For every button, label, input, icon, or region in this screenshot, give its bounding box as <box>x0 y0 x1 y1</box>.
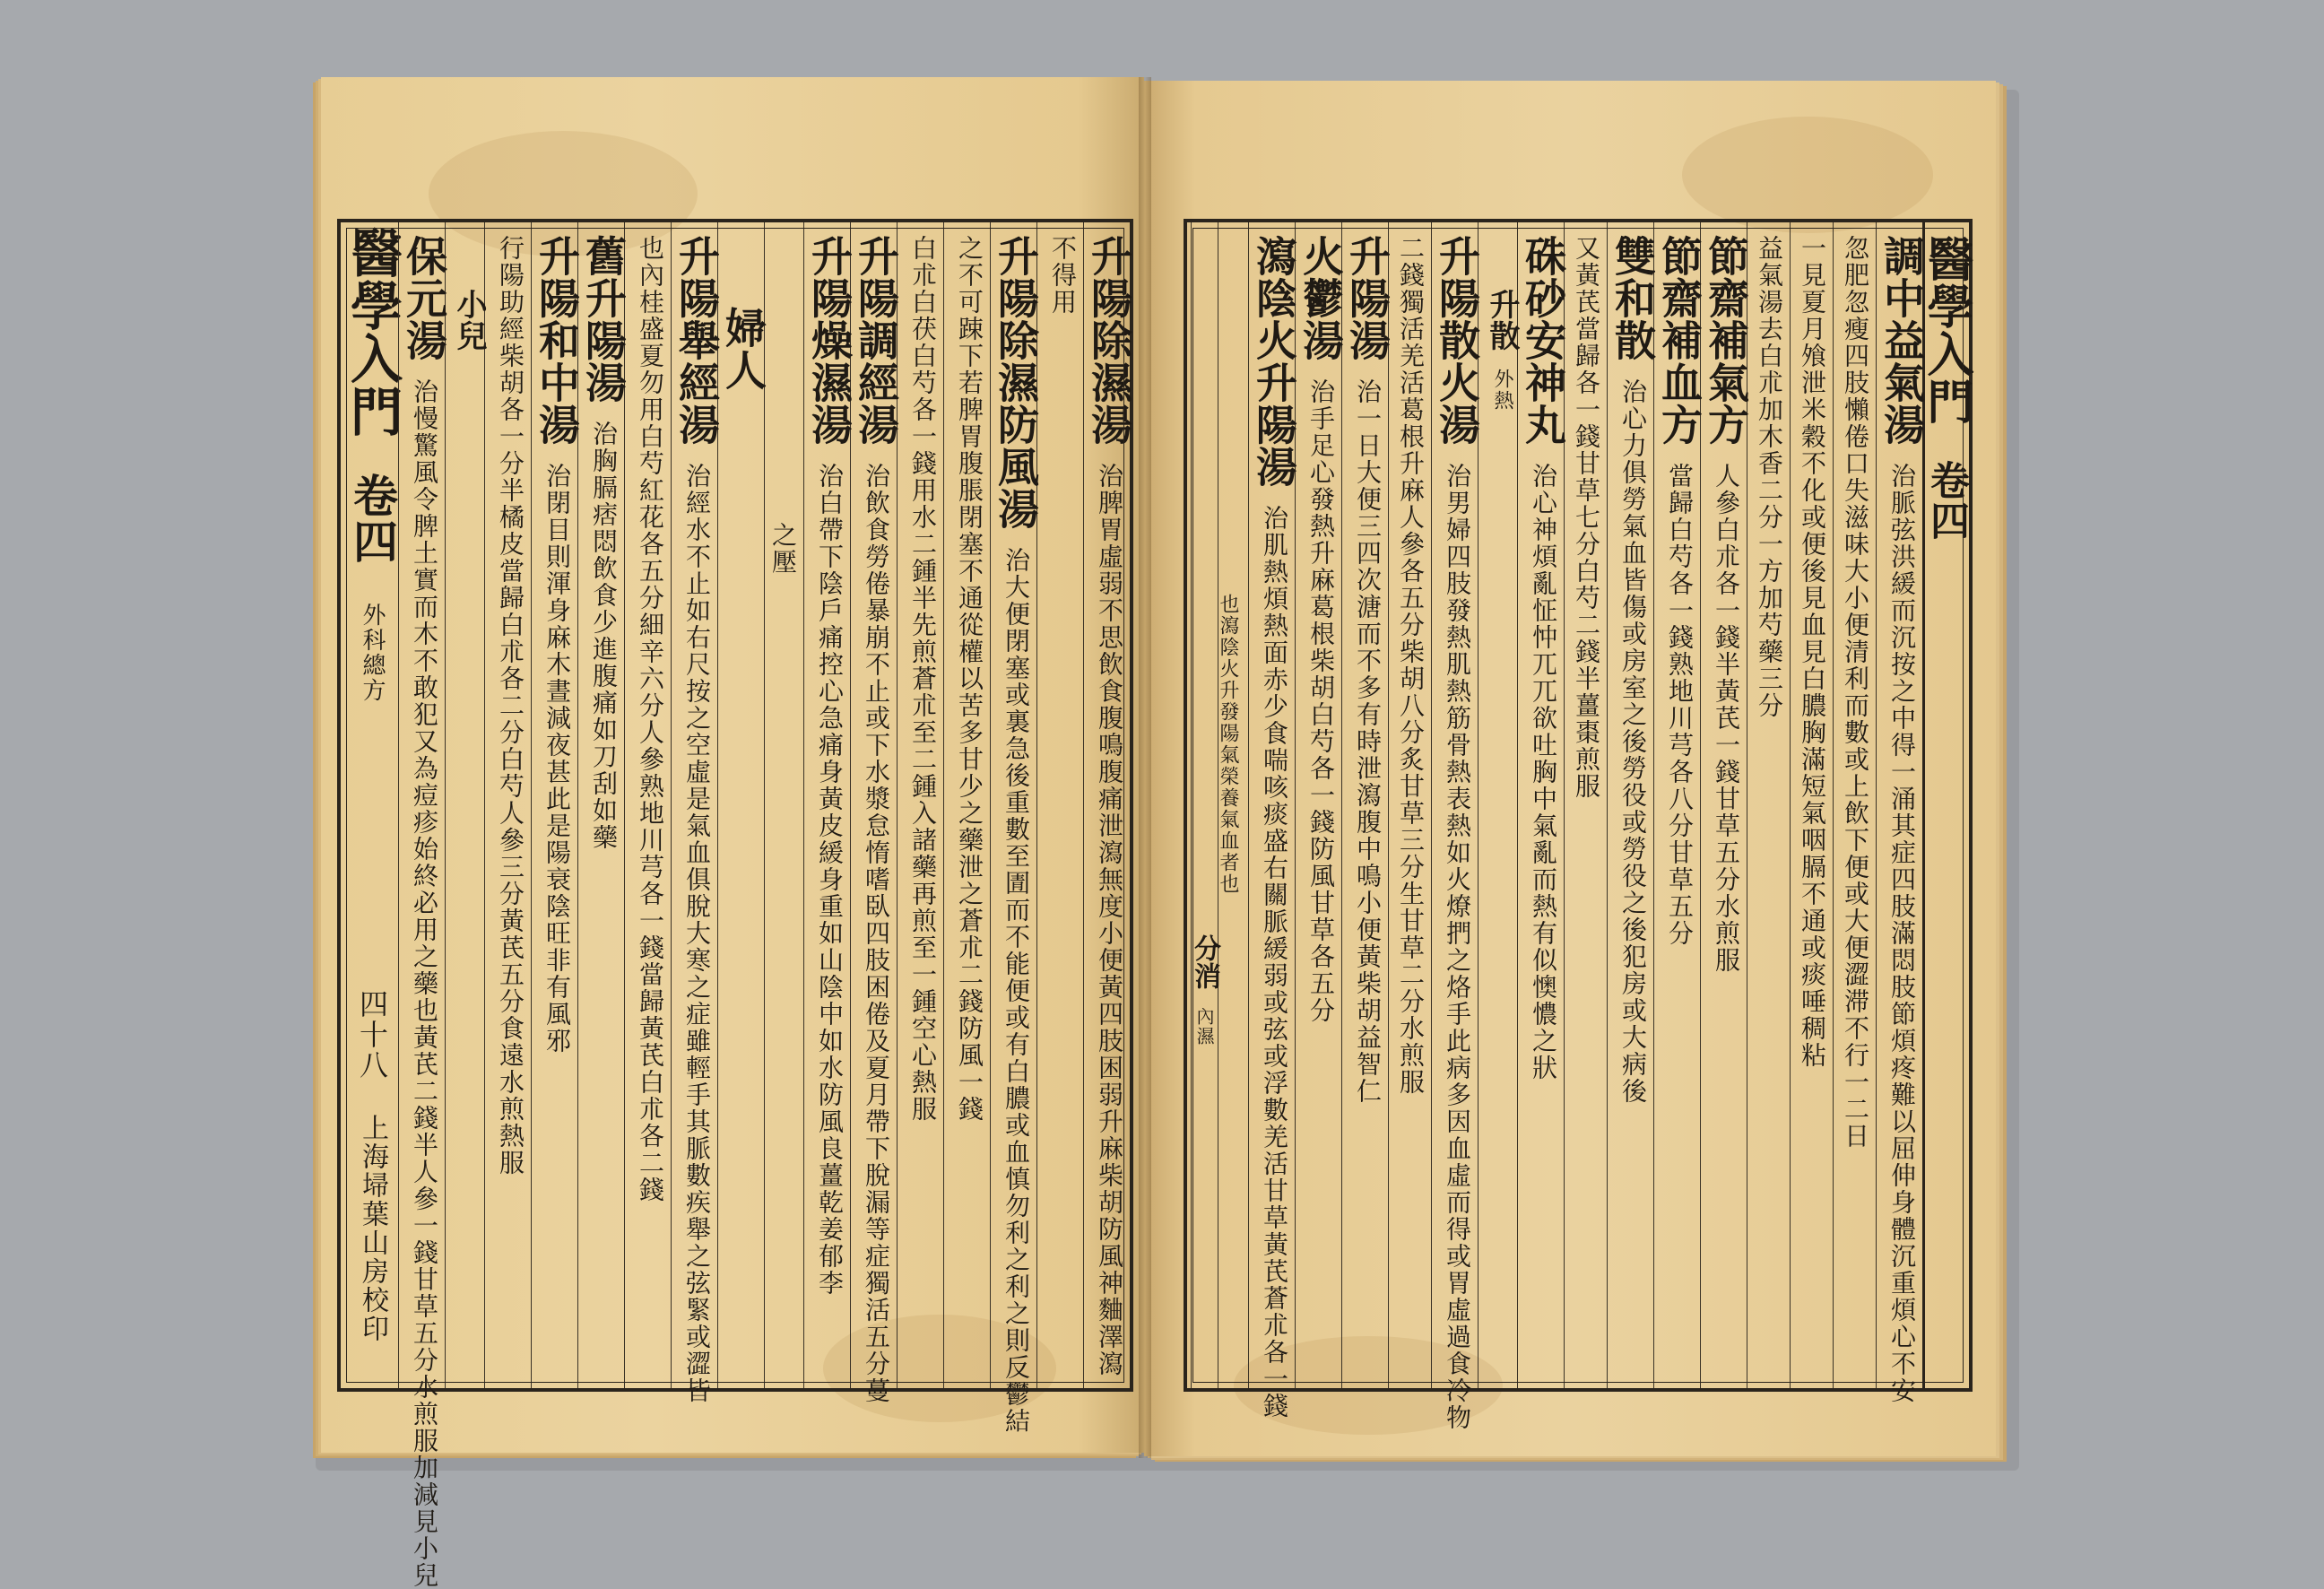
formula-text: 治胸膈痞悶飲食少進腹痛如刀刮如藥 <box>589 421 619 851</box>
formula-text: 治閉目則渾身麻木晝減夜甚此是陽衰陰旺非有風邪 <box>542 463 572 1055</box>
volume-label: 卷四 <box>1923 460 1969 541</box>
text-column <box>671 222 721 1404</box>
formula-title: 升陽調經湯 <box>852 235 900 446</box>
formula-text: 之壓 <box>768 522 798 576</box>
paper-stain <box>1682 117 1933 233</box>
formula-text: 益氣湯去白朮加木香二分一方加芍藥三分 <box>1755 235 1784 719</box>
formula-text: 治心力俱勞氣血皆傷或房室之後勞役或勞役之後犯房或大病後 <box>1618 378 1648 1105</box>
text-column <box>803 222 854 1388</box>
section-heading-column <box>445 222 487 1388</box>
formula-title: 升陽除濕湯 <box>1085 235 1133 446</box>
formula-text: 之不可踈下若脾胃腹脹閉塞不通從權以苦多甘少之藥泄之蒼朮二錢防風一錢 <box>955 235 984 1123</box>
formula-title: 瀉陰火升陽湯 <box>1250 235 1298 488</box>
page-number: 四十八 <box>355 989 389 1081</box>
formula-title: 雙和散 <box>1609 235 1657 361</box>
formula-title: 升陽燥濕湯 <box>805 235 854 446</box>
volume-label: 卷四 <box>346 473 399 564</box>
text-column <box>1564 222 1607 1388</box>
text-column <box>1517 222 1567 1388</box>
text-column <box>1607 222 1657 1388</box>
formula-text: 治脈弦洪緩而沉按之中得一涌其症四肢滿悶肢節煩疼難以屈伸身體沉重煩心不安 <box>1887 463 1917 1404</box>
formula-text: 人參白朮各一錢半黃芪一錢甘草五分水煎服 <box>1712 463 1741 974</box>
formula-text: 也瀉陰火升發陽氣榮養氣血者也 <box>1217 594 1239 895</box>
formula-text: 治肌熱煩熱面赤少食喘咳痰盛右關脈緩弱或弦或浮數羌活甘草黃芪蒼朮各一錢 <box>1260 505 1289 1420</box>
text-column <box>1700 222 1750 1388</box>
formula-text: 治慢驚風令脾土實而木不敢犯又為痘疹始終必用之藥也黃芪二錢半人參一錢甘草五分水煎服加減見小兒 <box>410 378 439 1589</box>
text-column <box>1876 222 1926 1404</box>
formula-text: 治經水不止如右尺按之空虛是氣血俱脫大寒之症雖輕手其脈數疾舉之弦緊或澀皆 <box>682 463 712 1404</box>
text-column <box>1833 222 1876 1388</box>
book-gutter <box>1139 77 1151 1458</box>
formula-text: 內濕 <box>1193 1007 1215 1046</box>
text-column <box>1248 222 1298 1420</box>
formula-text: 不得用 <box>1048 235 1078 316</box>
text-column <box>1083 222 1133 1388</box>
publisher-imprint: 上海埽葉山房校印 <box>357 1114 388 1343</box>
formula-title: 升陽和中湯 <box>533 235 581 446</box>
formula-title: 保元湯 <box>400 235 448 361</box>
formula-text: 行陽助經柴胡各一分半橘皮當歸白朮各二分白芍人參三分黃芪五分食遠水煎熱服 <box>496 235 525 1177</box>
formula-text: 治手足心發熱升麻葛根柴胡白芍各一錢防風甘草各五分 <box>1306 378 1336 1024</box>
formula-text: 外熱 <box>1491 369 1513 412</box>
section-heading: 分消 <box>1189 934 1220 990</box>
formula-title: 硃砂安神丸 <box>1519 235 1567 446</box>
formula-text: 白朮白茯白芍各一錢用水二鍾半先煎蒼朮至二鍾入諸藥再煎至一鍾空心熱服 <box>908 235 938 1123</box>
formula-text: 治白帶下陰戶痛控心急痛身黃皮緩身重如山陰中如水防風良薑乾姜郁李 <box>815 463 845 1297</box>
book-title: 醫學入門 <box>342 226 403 438</box>
formula-text: 治心神煩亂怔忡兀兀欲吐胸中氣亂而熱有似懊憹之狀 <box>1529 463 1558 1081</box>
left-spine-column <box>341 222 403 1388</box>
text-column <box>398 222 448 1589</box>
section-heading: 升散 <box>1484 289 1520 352</box>
text-column <box>1036 222 1083 1388</box>
section-heading-column <box>1478 222 1520 1388</box>
text-column <box>1388 222 1431 1388</box>
text-column <box>531 222 581 1388</box>
formula-text: 治一日大便三四次溏而不多有時泄瀉腹中鳴小便黃柴胡益智仁 <box>1353 378 1383 1105</box>
formula-text: 一見夏月飧泄米穀不化或便後見血見白膿胸滿短氣咽膈不通或痰唾稠粘 <box>1798 235 1827 1069</box>
text-column <box>577 222 628 1388</box>
text-column <box>1653 222 1704 1388</box>
text-column <box>484 222 531 1388</box>
formula-text: 當歸白芍各一錢熟地川芎各八分甘草五分 <box>1665 463 1695 947</box>
section-heading-column <box>717 222 767 1388</box>
formula-title: 升陽舉經湯 <box>672 235 721 446</box>
formula-title: 舊升陽湯 <box>579 235 628 404</box>
text-column <box>1747 222 1790 1388</box>
formula-text: 治大便閉塞或裏急後重數至圊而不能便或有白膿或血慎勿利之利之則反鬱結 <box>1002 547 1031 1435</box>
formula-title: 節齋補血方 <box>1655 235 1704 446</box>
text-column <box>850 222 900 1404</box>
right-text-frame <box>1184 219 1973 1431</box>
formula-text: 忽肥忽瘦四肢懶倦口失滋味大小便清利而數或上飲下便或大便澀滞不行一二日 <box>1841 235 1870 1150</box>
text-column <box>1218 222 1248 1388</box>
text-column <box>764 222 803 1388</box>
text-column <box>897 222 943 1388</box>
formula-title: 升陽散火湯 <box>1433 235 1481 446</box>
formula-title: 升陽湯 <box>1343 235 1392 361</box>
text-column <box>1295 222 1345 1388</box>
formula-text: 治飲食勞倦暴崩不止或下水漿怠惰嗜臥四肢困倦及夏月帶下脫漏等症獨活五分蔓 <box>862 463 891 1404</box>
formula-text: 治男婦四肢發熱肌熱筋骨熱表熱如火燎捫之烙手此病多因血虛而得或胃虛過食冷物 <box>1443 463 1472 1431</box>
section-heading-column <box>1191 222 1218 1388</box>
formula-text: 也內桂盛夏勿用白芍紅花各五分細辛六分人參熟地川芎各一錢當歸黃芪白朮各二錢 <box>636 235 665 1203</box>
text-column <box>1341 222 1392 1388</box>
text-column <box>990 222 1040 1435</box>
book-title: 醫學入門 <box>1919 235 1973 425</box>
section-heading: 小兒 <box>451 289 487 352</box>
formula-text: 治脾胃虛弱不思飲食腹鳴腹痛泄瀉無度小便黃四肢困弱升麻柴胡防風神麯澤瀉 <box>1095 463 1124 1377</box>
text-column <box>1790 222 1833 1388</box>
formula-title: 節齋補氣方 <box>1702 235 1750 446</box>
formula-title: 調中益氣湯 <box>1877 235 1926 446</box>
formula-title: 升陽除濕防風湯 <box>992 235 1040 530</box>
formula-title: 火鬱湯 <box>1296 235 1345 361</box>
right-spine-column <box>1919 222 1973 1388</box>
formula-text: 二錢獨活羌活葛根升麻人參各五分柴胡八分炙甘草三分生甘草二分水煎服 <box>1396 235 1426 1096</box>
left-text-frame <box>337 219 1133 1589</box>
text-column <box>1431 222 1481 1431</box>
text-column <box>943 222 990 1388</box>
section-heading: 婦人 <box>719 307 767 391</box>
section-label: 外科總方 <box>359 603 386 703</box>
formula-text: 又黃芪當歸各一錢甘草七分白芍二錢半薑棗煎服 <box>1572 235 1601 800</box>
text-column <box>624 222 671 1388</box>
